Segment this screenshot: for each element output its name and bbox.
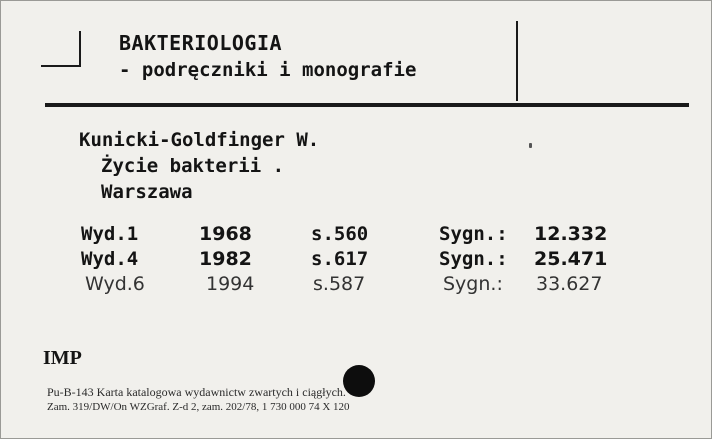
form-footer-line-2: Zam. 319/DW/On WZGraf. Z-d 2, zam. 202/78, 1 730 000 74 X 120 [47, 401, 350, 413]
corner-bracket-mark [41, 31, 81, 67]
edition-number: Wyd.6 [85, 273, 145, 295]
edition-row [1, 248, 712, 274]
edition-pages: s.560 [311, 223, 369, 245]
edition-row [1, 223, 712, 249]
signature-number: 12.332 [534, 223, 608, 245]
signature-number: 25.471 [534, 248, 608, 270]
subject-subheading: - podręczniki i monografie [119, 59, 417, 81]
subject-heading: BAKTERIOLOGIA [119, 31, 283, 55]
signature-label: Sygn.: [439, 248, 508, 270]
edition-year: 1994 [206, 273, 255, 295]
signature-label: Sygn.: [439, 223, 508, 245]
edition-pages: s.587 [313, 273, 366, 295]
edition-number: Wyd.1 [81, 223, 139, 245]
edition-row [1, 273, 712, 299]
header-divider-vertical [516, 21, 518, 101]
signature-label: Sygn.: [443, 273, 503, 295]
author-name: Kunicki-Goldfinger W. [79, 129, 320, 151]
ink-speck [529, 143, 532, 148]
signature-number: 33.627 [536, 273, 603, 295]
publication-place: Warszawa [101, 181, 193, 203]
punch-hole [343, 365, 375, 397]
book-title: Życie bakterii . [101, 155, 285, 177]
imp-mark: IMP [43, 347, 82, 369]
edition-year: 1982 [199, 248, 252, 270]
edition-pages: s.617 [311, 248, 369, 270]
edition-year: 1968 [199, 223, 252, 245]
edition-number: Wyd.4 [81, 248, 139, 270]
form-footer-line-1: Pu-B-143 Karta katalogowa wydawnictw zwartych i ciągłych. [47, 385, 346, 399]
header-rule [45, 103, 689, 107]
